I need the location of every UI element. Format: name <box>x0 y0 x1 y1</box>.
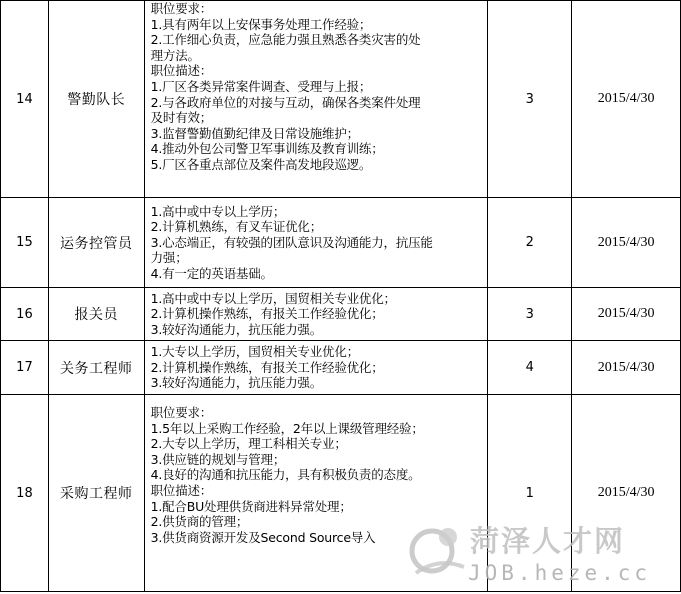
job-description <box>144 198 488 288</box>
job-title: 关务工程师 <box>48 341 144 395</box>
headcount: 2 <box>488 198 572 288</box>
job-title: 运务控管员 <box>48 198 144 288</box>
description-line: 职位描述： <box>150 63 213 79</box>
description-line: 1.高中或中专以上学历，国贸相关专业优化； <box>150 290 396 306</box>
deadline-date: 2015/4/30 <box>572 341 681 395</box>
description-line: 1.5年以上采购工作经验，2年以上课级管理经验； <box>150 420 424 436</box>
headcount: 3 <box>488 288 572 341</box>
headcount: 4 <box>488 341 572 395</box>
description-line: 2.与各政府单位的对接与互动，确保各类案件处理 <box>150 94 421 110</box>
description-line: 3.供应链的规划与管理； <box>150 451 286 467</box>
description-line: 4.推动外包公司警卫军事训练及教育训练； <box>150 141 384 157</box>
description-line: 及时有效； <box>150 110 213 126</box>
description-line: 1.配合BU处理供货商进料异常处理； <box>150 498 352 514</box>
row-number: 17 <box>1 341 49 395</box>
description-line: 2.计算机操作熟练，有报关工作经验优化； <box>150 306 384 322</box>
description-line: 理方法。 <box>150 47 200 63</box>
description-line: 职位描述： <box>150 482 213 498</box>
description-line: 3.较好沟通能力，抗压能力强。 <box>150 375 323 391</box>
description-line: 3.心态端正，有较强的团队意识及沟通能力，抗压能 <box>150 234 433 250</box>
headcount: 3 <box>488 1 572 198</box>
description-line: 3.较好沟通能力，抗压能力强。 <box>150 321 323 337</box>
description-line: 2.大专以上学历，理工科相关专业； <box>150 436 347 452</box>
job-description <box>144 395 488 592</box>
job-description <box>144 341 488 395</box>
description-line: 3.监督警勤值勤纪律及日常设施维护； <box>150 125 359 141</box>
description-line: 2.工作细心负责，应急能力强且熟悉各类灾害的处 <box>150 32 421 48</box>
description-line: 1.大专以上学历，国贸相关专业优化； <box>150 344 359 360</box>
description-line: 4.良好的沟通和抗压能力，具有积极负责的态度。 <box>150 467 421 483</box>
deadline-date: 2015/4/30 <box>572 395 681 592</box>
description-line: 1.高中或中专以上学历； <box>150 203 286 219</box>
deadline-date: 2015/4/30 <box>572 288 681 341</box>
description-line: 1.具有两年以上安保事务处理工作经验； <box>150 16 372 32</box>
description-line: 力强； <box>150 250 188 266</box>
job-description <box>144 1 488 198</box>
job-description <box>144 288 488 341</box>
row-number: 18 <box>1 395 49 592</box>
description-line: 职位要求： <box>150 405 213 420</box>
description-line: 2.供货商的管理； <box>150 514 249 530</box>
watermark-site-name: 菏泽人才网 <box>470 524 626 558</box>
watermark-domain: JOB.heze.cc <box>468 561 652 585</box>
row-number: 16 <box>1 288 49 341</box>
table-row <box>1 341 681 395</box>
job-title: 警勤队长 <box>48 1 144 198</box>
headcount: 1 <box>488 395 572 592</box>
job-title: 采购工程师 <box>48 395 144 592</box>
description-line: 职位要求： <box>150 1 213 16</box>
description-line: 2.计算机熟练，有叉车证优化； <box>150 219 323 235</box>
row-number: 15 <box>1 198 49 288</box>
job-title: 报关员 <box>48 288 144 341</box>
description-line: 2.计算机操作熟练，有报关工作经验优化； <box>150 359 384 375</box>
table-row <box>1 288 681 341</box>
row-number: 14 <box>1 1 49 198</box>
description-line: 3.供货商资源开发及Second Source导入 <box>150 529 376 545</box>
description-line: 1.厂区各类异常案件调查、受理与上报； <box>150 78 372 94</box>
deadline-date: 2015/4/30 <box>572 1 681 198</box>
description-line: 4.有一定的英语基础。 <box>150 265 273 281</box>
table-row <box>1 198 681 288</box>
deadline-date: 2015/4/30 <box>572 198 681 288</box>
table-row <box>1 1 681 198</box>
description-line: 5.厂区各重点部位及案件高发地段巡逻。 <box>150 156 372 172</box>
table-row <box>1 395 681 592</box>
